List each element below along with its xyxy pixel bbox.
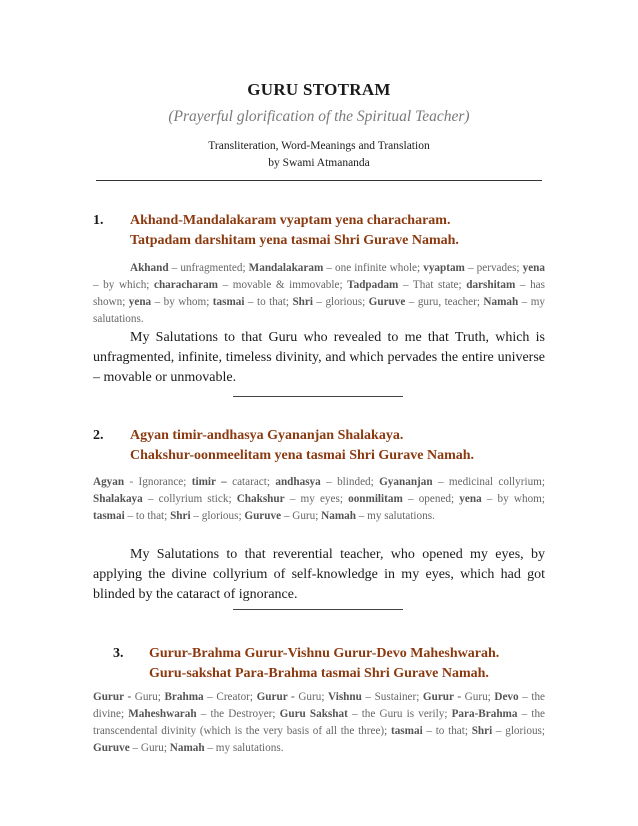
verse-1-word-meanings bbox=[93, 260, 545, 328]
verse-1-divider bbox=[233, 396, 403, 397]
meaning-term: Gurur - bbox=[93, 691, 132, 703]
meaning-term: andhasya bbox=[275, 476, 321, 488]
meaning-term: Chakshur bbox=[236, 493, 285, 505]
verse-3-number: 3. bbox=[113, 646, 124, 661]
meaning-gloss: – Creator; bbox=[203, 691, 257, 703]
verse-3-word-meanings bbox=[93, 689, 545, 757]
meaning-gloss: – medicinal collyrium; bbox=[432, 476, 545, 488]
document-subtitle: (Prayerful glorification of the Spiritual Teacher) bbox=[168, 108, 470, 125]
verse-1-line-2: Tatpadam darshitam yena tasmai Shri Gurave Namah. bbox=[130, 233, 459, 248]
meaning-gloss: – the divine; bbox=[93, 691, 546, 720]
meaning-term: Shri bbox=[170, 510, 191, 522]
meaning-term: tasmai bbox=[93, 510, 125, 522]
meaning-gloss: – unfragmented; bbox=[168, 262, 249, 274]
meaning-gloss: – glorious; bbox=[190, 510, 245, 522]
meaning-gloss: – pervades; bbox=[464, 262, 523, 274]
meaning-term: timir – bbox=[191, 476, 227, 488]
verse-2-line-1: Agyan timir-andhasya Gyananjan Shalakaya. bbox=[130, 428, 404, 443]
verse-2-number: 2. bbox=[93, 428, 104, 443]
meaning-term: darshitam bbox=[466, 279, 516, 291]
meaning-term: Gurur - bbox=[422, 691, 462, 703]
meaning-gloss: – my salutations. bbox=[355, 510, 435, 522]
meaning-gloss: – the Destroyer; bbox=[196, 708, 280, 720]
meaning-gloss: – movable & immovable; bbox=[218, 279, 348, 291]
meaning-term: Guruve bbox=[368, 296, 406, 308]
meaning-gloss: – the transcendental divinity (which is the very basis of all the three); bbox=[93, 708, 546, 737]
meaning-term: Devo bbox=[494, 691, 519, 703]
verse-2-translation: My Salutations to that reverential teacher, who opened my eyes, by applying the divine collyrium of self-knowledge in my eyes, which had got blinded by the cataract of ignorance. bbox=[93, 547, 545, 602]
verse-2-line-2: Chakshur-oonmeelitam yena tasmai Shri Gurave Namah. bbox=[130, 448, 475, 463]
meaning-gloss: – by which; bbox=[93, 279, 154, 291]
meaning-gloss: – guru, teacher; bbox=[405, 296, 484, 308]
meaning-gloss: – by whom; bbox=[151, 296, 213, 308]
byline-line-1: Transliteration, Word-Meanings and Translation bbox=[208, 140, 430, 152]
meaning-term: Namah bbox=[321, 510, 356, 522]
meaning-gloss: – opened; bbox=[402, 493, 460, 505]
meaning-term: Guru Sakshat bbox=[279, 708, 348, 720]
meaning-term: Guruve bbox=[244, 510, 282, 522]
meaning-term: Vishnu bbox=[328, 691, 362, 703]
meaning-term: Brahma bbox=[164, 691, 204, 703]
meaning-gloss: Guru; bbox=[131, 691, 165, 703]
meaning-gloss: – collyrium stick; bbox=[142, 493, 237, 505]
meaning-term: tasmai bbox=[212, 296, 245, 308]
meaning-term: Akhand bbox=[130, 262, 169, 274]
meaning-term: Namah bbox=[483, 296, 519, 308]
meaning-term: Maheshwarah bbox=[128, 708, 197, 720]
meaning-term: oonmilitam bbox=[348, 493, 403, 505]
meaning-term: Para-Brahma bbox=[451, 708, 518, 720]
meaning-gloss: – to that; bbox=[124, 510, 171, 522]
meaning-term: Shri bbox=[292, 296, 313, 308]
meaning-gloss: – my salutations. bbox=[93, 296, 546, 325]
meaning-term: yena bbox=[128, 296, 152, 308]
verse-3-line-2: Guru-sakshat Para-Brahma tasmai Shri Gurave Namah. bbox=[149, 666, 489, 681]
meaning-term: Shri bbox=[471, 725, 493, 737]
meaning-gloss: Guru; bbox=[294, 691, 329, 703]
meaning-term: Shalakaya bbox=[93, 493, 143, 505]
document-title: GURU STOTRAM bbox=[247, 80, 391, 99]
meaning-gloss: Guru; bbox=[461, 691, 495, 703]
verse-1-translation: My Salutations to that Guru who revealed to me that Truth, which is unfragmented, infinite, timeless divinity, and which pervades the entire universe – movable or unmovable. bbox=[93, 330, 545, 385]
meaning-term: yena bbox=[459, 493, 482, 505]
verse-2-word-meanings bbox=[93, 474, 545, 525]
meaning-gloss: - Ignorance; bbox=[124, 476, 192, 488]
meaning-term: yena bbox=[522, 262, 545, 274]
verse-1-number: 1. bbox=[93, 213, 104, 228]
meaning-term: Gyananjan bbox=[379, 476, 433, 488]
meaning-term: Tadpadam bbox=[347, 279, 399, 291]
meaning-term: Gurur - bbox=[256, 691, 295, 703]
header-divider bbox=[96, 180, 542, 181]
meaning-gloss: cataract; bbox=[226, 476, 276, 488]
meaning-gloss: – to that; bbox=[244, 296, 293, 308]
meaning-term: Agyan bbox=[93, 476, 125, 488]
meaning-gloss: – the Guru is verily; bbox=[347, 708, 452, 720]
meaning-term: Guruve bbox=[93, 742, 130, 754]
byline-line-2: by Swami Atmananda bbox=[268, 157, 370, 169]
verse-2-divider bbox=[233, 609, 403, 610]
meaning-term: characharam bbox=[153, 279, 218, 291]
meaning-gloss: – blinded; bbox=[320, 476, 380, 488]
meaning-gloss: – Guru; bbox=[281, 510, 322, 522]
meaning-gloss: – has shown; bbox=[93, 279, 545, 308]
verse-3-line-1: Gurur-Brahma Gurur-Vishnu Gurur-Devo Maheshwarah. bbox=[149, 646, 500, 661]
meaning-gloss: – by whom; bbox=[481, 493, 545, 505]
meaning-term: Namah bbox=[169, 742, 205, 754]
meaning-term: Mandalakaram bbox=[248, 262, 324, 274]
meaning-gloss: – That state; bbox=[398, 279, 467, 291]
verse-1-line-1: Akhand-Mandalakaram vyaptam yena characharam. bbox=[130, 213, 451, 228]
meaning-gloss: – Sustainer; bbox=[361, 691, 423, 703]
meaning-gloss: – one infinite whole; bbox=[323, 262, 424, 274]
meaning-gloss: – glorious; bbox=[312, 296, 369, 308]
meaning-gloss: – to that; bbox=[422, 725, 472, 737]
meaning-gloss: – glorious; bbox=[492, 725, 545, 737]
meaning-term: tasmai bbox=[390, 725, 423, 737]
meaning-gloss: – my salutations. bbox=[204, 742, 284, 754]
meaning-term: vyaptam bbox=[423, 262, 465, 274]
meaning-gloss: – my eyes; bbox=[284, 493, 349, 505]
meaning-gloss: – Guru; bbox=[129, 742, 170, 754]
